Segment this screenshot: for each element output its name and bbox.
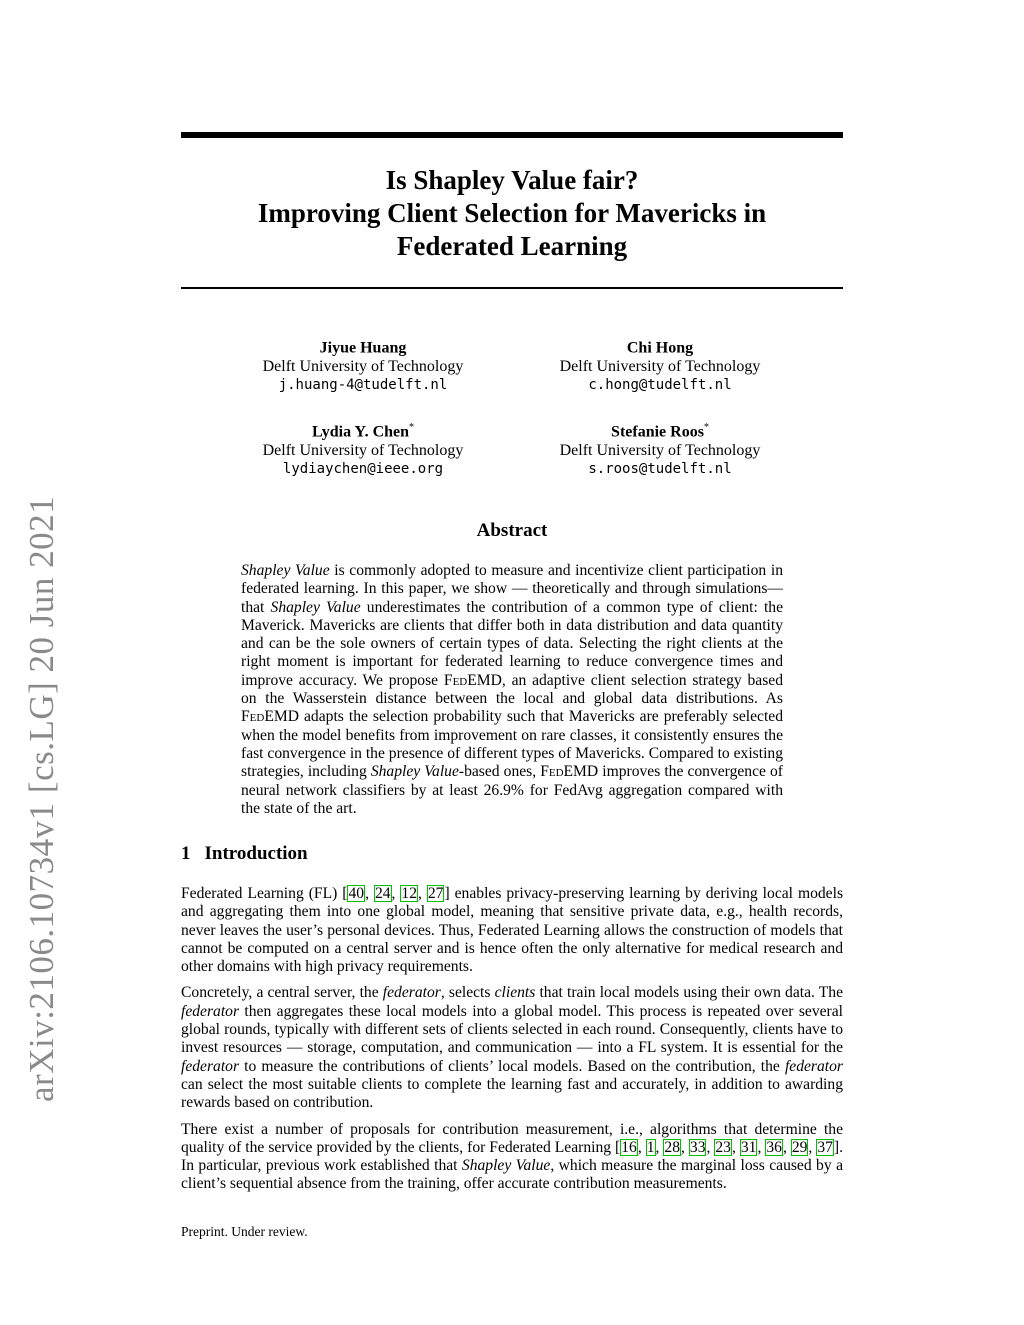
author-block (510, 334, 810, 395)
citation-link[interactable]: 31 (740, 1138, 757, 1156)
citation-link[interactable]: 29 (791, 1138, 808, 1156)
author-block (213, 418, 513, 479)
author-affiliation: Delft University of Technology (262, 358, 464, 376)
title-bottom-rule (181, 287, 843, 289)
author-email[interactable]: j.huang-4@tudelft.nl (278, 377, 448, 394)
author-name: Jiyue Huang (319, 339, 407, 357)
author-email[interactable]: lydiaychen@ieee.org (282, 461, 444, 478)
citation-link[interactable]: 27 (427, 885, 444, 902)
abstract-body: Shapley Value is commonly adopted to measure and incentivize client participation in federated learning. In this paper, we show — theoretically and through simulations— that Shapley Value underestimates the contribution of a common type of client: the Maverick. Mavericks are clients that differ both in data distribution and data quantity and can be the sole owners of certain types of data. Selecting the right clients at the right moment is important for federated learning to reduce convergence times and improve accuracy. We propose FedEMD, an adaptive client selection strategy based on the Wasserstein distance between the local and global data distributions. As FedEMD adapts the selection probability such that Mavericks are preferably selected when the model benefits from improvement on rare classes, it consistently ensures the fast convergence in the presence of different types of Mavericks. Compared to existing strategies, including Shapley Value-based ones, FedEMD improves the convergence of neural network classifiers by at least 26.9% for FedAvg aggregation compared with the state of the art. (241, 562, 784, 817)
author-name: Stefanie Roos* (611, 422, 709, 441)
paragraph: Concretely, a central server, the federator, selects clients that train local models using their own data. The federator then aggregates these local models into a global model. This process is repeated over several global rounds, typically with different sets of clients selected in each round. Consequently, clients have to invest resources — storage, computation, and communication — into a FL system. It is essential for the federator to measure the contributions of clients’ local models. Based on the contribution, the federator can select the most suitable clients to complete the learning fast and accurately, in addition to awarding rewards based on contribution. (181, 984, 844, 1112)
paper-title (181, 164, 843, 263)
preprint-footer: Preprint. Under review. (181, 1224, 308, 1239)
citation-link[interactable]: 33 (689, 1138, 706, 1156)
title-line: Federated Learning (396, 231, 628, 261)
author-email[interactable]: c.hong@tudelft.nl (588, 377, 732, 394)
author-email[interactable]: s.roos@tudelft.nl (588, 461, 732, 478)
author-block (510, 418, 810, 479)
arxiv-stamp: arXiv:2106.10734v1 [cs.LG] 20 Jun 2021 (22, 495, 61, 1102)
author-affiliation: Delft University of Technology (559, 358, 761, 376)
title-line: Improving Client Selection for Mavericks in (257, 198, 767, 228)
citation-link[interactable]: 24 (374, 885, 391, 902)
author-name: Chi Hong (626, 339, 694, 357)
introduction-body (181, 885, 843, 1202)
paragraph: There exist a number of proposals for contribution measurement, i.e., algorithms that determine the quality of the service provided by the clients, for Federated Learning [16, 1, 28, 33, 23, 31, 36, 29, 37]. In particular, previous work established that Shapley Value, which measure the marginal loss caused by a client’s sequential absence from the training, offer accurate contribution measurements. (181, 1120, 843, 1193)
citation-link[interactable]: 36 (766, 1138, 782, 1156)
title-top-rule (181, 132, 843, 138)
citation-link[interactable]: 12 (401, 885, 417, 902)
author-block (213, 334, 513, 395)
author-name: Lydia Y. Chen* (311, 422, 415, 441)
citation-link[interactable]: 40 (348, 885, 365, 902)
abstract-heading: Abstract (476, 520, 548, 541)
citation-link[interactable]: 37 (817, 1138, 833, 1156)
author-affiliation: Delft University of Technology (262, 442, 464, 460)
citation-link[interactable]: 28 (664, 1138, 680, 1156)
citation-link[interactable]: 23 (715, 1138, 731, 1156)
author-affiliation: Delft University of Technology (559, 442, 761, 460)
section-heading: 1 Introduction (181, 843, 308, 864)
paragraph: Federated Learning (FL) [40, 24, 12, 27] enables privacy-preserving learning by deriving local models and aggregating them into one global model, meaning that sensitive private data, e.g., health records, never leaves the user’s personal devices. Thus, Federated Learning allows the construction of models that cannot be computed on a central server and is hence often the only alternative for medical research and other domains with high privacy requirements. (181, 885, 844, 976)
citation-link[interactable]: 16 (621, 1138, 637, 1156)
title-line: Is Shapley Value fair? (385, 165, 639, 195)
citation-link[interactable]: 1 (646, 1138, 655, 1156)
